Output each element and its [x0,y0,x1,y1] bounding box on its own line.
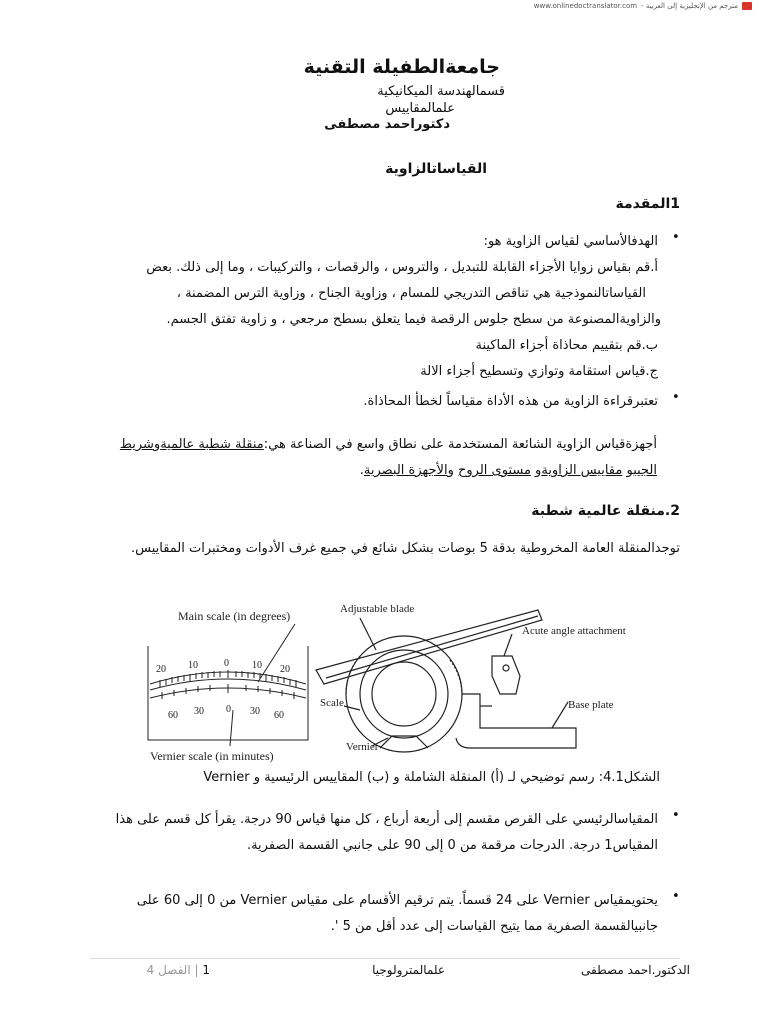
figure-caption: الشكل4.1: رسم توضيحي لـ (أ) المنقلة الشاملة و (ب) المقاييس الرئيسية و Vernier [203,770,660,785]
main-tick-label: 10 [252,660,262,671]
footer-page: 1 | الفصل 4 [146,963,210,977]
goal-line-a1: أ.قم بقياس زوايا الأجزاء القابلة للتبديل ، والتروس ، والرقصات ، والتركيبات ، وما إلى ذلك. بعض [146,260,658,275]
goal-line-b: ب.قم بتقييم محاذاة أجزاء الماكينة [475,338,658,353]
translator-url[interactable]: www.onlinedoctranslator.com [533,2,638,10]
vernier-label: Vernier [346,741,379,753]
device-sine-bar[interactable]: شريط الجيب [119,437,657,478]
bullet-marker: • [672,390,680,405]
bullet-marker: • [672,808,680,823]
subject-name: علمالمقاييس [385,101,455,116]
adjustable-blade-label: Adjustable blade [340,603,415,615]
conjunction: و [530,463,542,478]
pdf-icon [742,2,752,10]
university-title: جامعةالطفيلة التقنية [303,56,500,78]
device-universal-bevel-protractor[interactable]: منقلة شطبة عالمية [160,437,264,452]
vernier-tick-label: 60 [168,710,178,721]
main-tick-label: 20 [280,664,290,675]
translator-bar [534,0,752,12]
doctor-name: دكتوراحمد مصطفى [324,117,450,132]
goal-line-c: ج.قياس استقامة وتوازي وتسطيح أجزاء الالة [420,364,658,379]
protractor-figure [140,598,626,766]
section2-heading: 2.منقلة عالمية شطبة [531,503,680,519]
bullet-marker: • [672,889,680,904]
devices-paragraph [90,432,657,484]
vernier-tick-label: 30 [194,706,204,717]
main-tick-label: 20 [156,664,166,675]
devices-intro: أجهزةقياس الزاوية الشائعة المستخدمة على نطاق واسع في الصناعة هي: [263,437,657,452]
device-angle-gauges[interactable]: مقاييس الزاوية [541,463,623,478]
section-title: القياساتالزاوية [385,161,487,177]
main-scale-label: Main scale (in degrees) [178,609,291,623]
conjunction: و [153,437,161,452]
vernier-desc-line1: يحتويمقياس Vernier على 24 قسماً. يتم ترقيم الأقسام على مقياس Vernier من 0 إلى 60 على [136,893,658,908]
main-tick-label: 10 [188,660,198,671]
acute-angle-label: Acute angle attachment [522,625,626,637]
main-scale-desc-line2: المقياس1 درجة. الدرجات مرقمة من 0 إلى 90 على جانبي القسمة الصفرية. [246,838,658,853]
section2-text: توجدالمنقلة العامة المخروطية بدقة 5 بوصات بشكل شائع في جميع غرف الأدوات ومختبرات المقاييس. [130,541,680,556]
vernier-tick-label: 0 [226,704,231,715]
translator-text: مترجم من الإنجليزية إلى العربية - [641,2,738,10]
alignment-error-text: تعتبرقراءة الزاوية من هذه الأداة مقياساً لخطأ المحاذاة. [363,394,658,409]
goal-text: الهدفالأساسي لقياس الزاوية هو: [483,234,658,249]
intro-heading: 1المقدمة [615,196,680,212]
vernier-scale-label: Vernier scale (in minutes) [150,749,274,763]
device-optical-instruments[interactable]: الأجهزة البصرية [363,463,448,478]
chapter-label: الفصل 4 [146,963,191,977]
footer-author: الدكتور.احمد مصطفى [581,963,690,977]
vernier-tick-label: 30 [250,706,260,717]
main-tick-label: 0 [224,658,229,669]
goal-line-a2: القياساتالنموذجية هي تناقص التدريجي للمسام ، وزاوية الجناح ، وزاوية الترس المضمنة ، [176,286,646,301]
vernier-desc-line2: جانبيالقسمة الصفرية مما يتيح القياسات إلى عدد أقل من 5 '. [330,919,658,934]
device-spirit-level[interactable]: مستوى الروح [458,463,531,478]
bullet-marker: • [672,230,680,245]
footer-divider [90,958,680,959]
scale-label: Scale [320,697,344,709]
main-scale-desc-line1: المقياسالرئيسي على القرص مقسم إلى أربعة أرباع ، كل منها قياس 90 درجة. يقرأ كل قسم على هذا [115,812,658,827]
conjunction: و [622,463,634,478]
footer-subject: علمالمترولوجيا [372,963,445,977]
goal-line-a3: والزاويةالمصنوعة من سطح جلوس الرقصة فيما يتعلق بسطح مرجعي ، و زاوية تفتق الجسم. [166,312,661,327]
conjunction: و [447,463,458,478]
period: . [359,463,364,478]
page-number: 1 [202,963,210,977]
vernier-tick-label: 60 [274,710,284,721]
base-plate-label: Base plate [568,699,614,711]
department-name: قسمالهندسة الميكانيكية [377,84,505,99]
